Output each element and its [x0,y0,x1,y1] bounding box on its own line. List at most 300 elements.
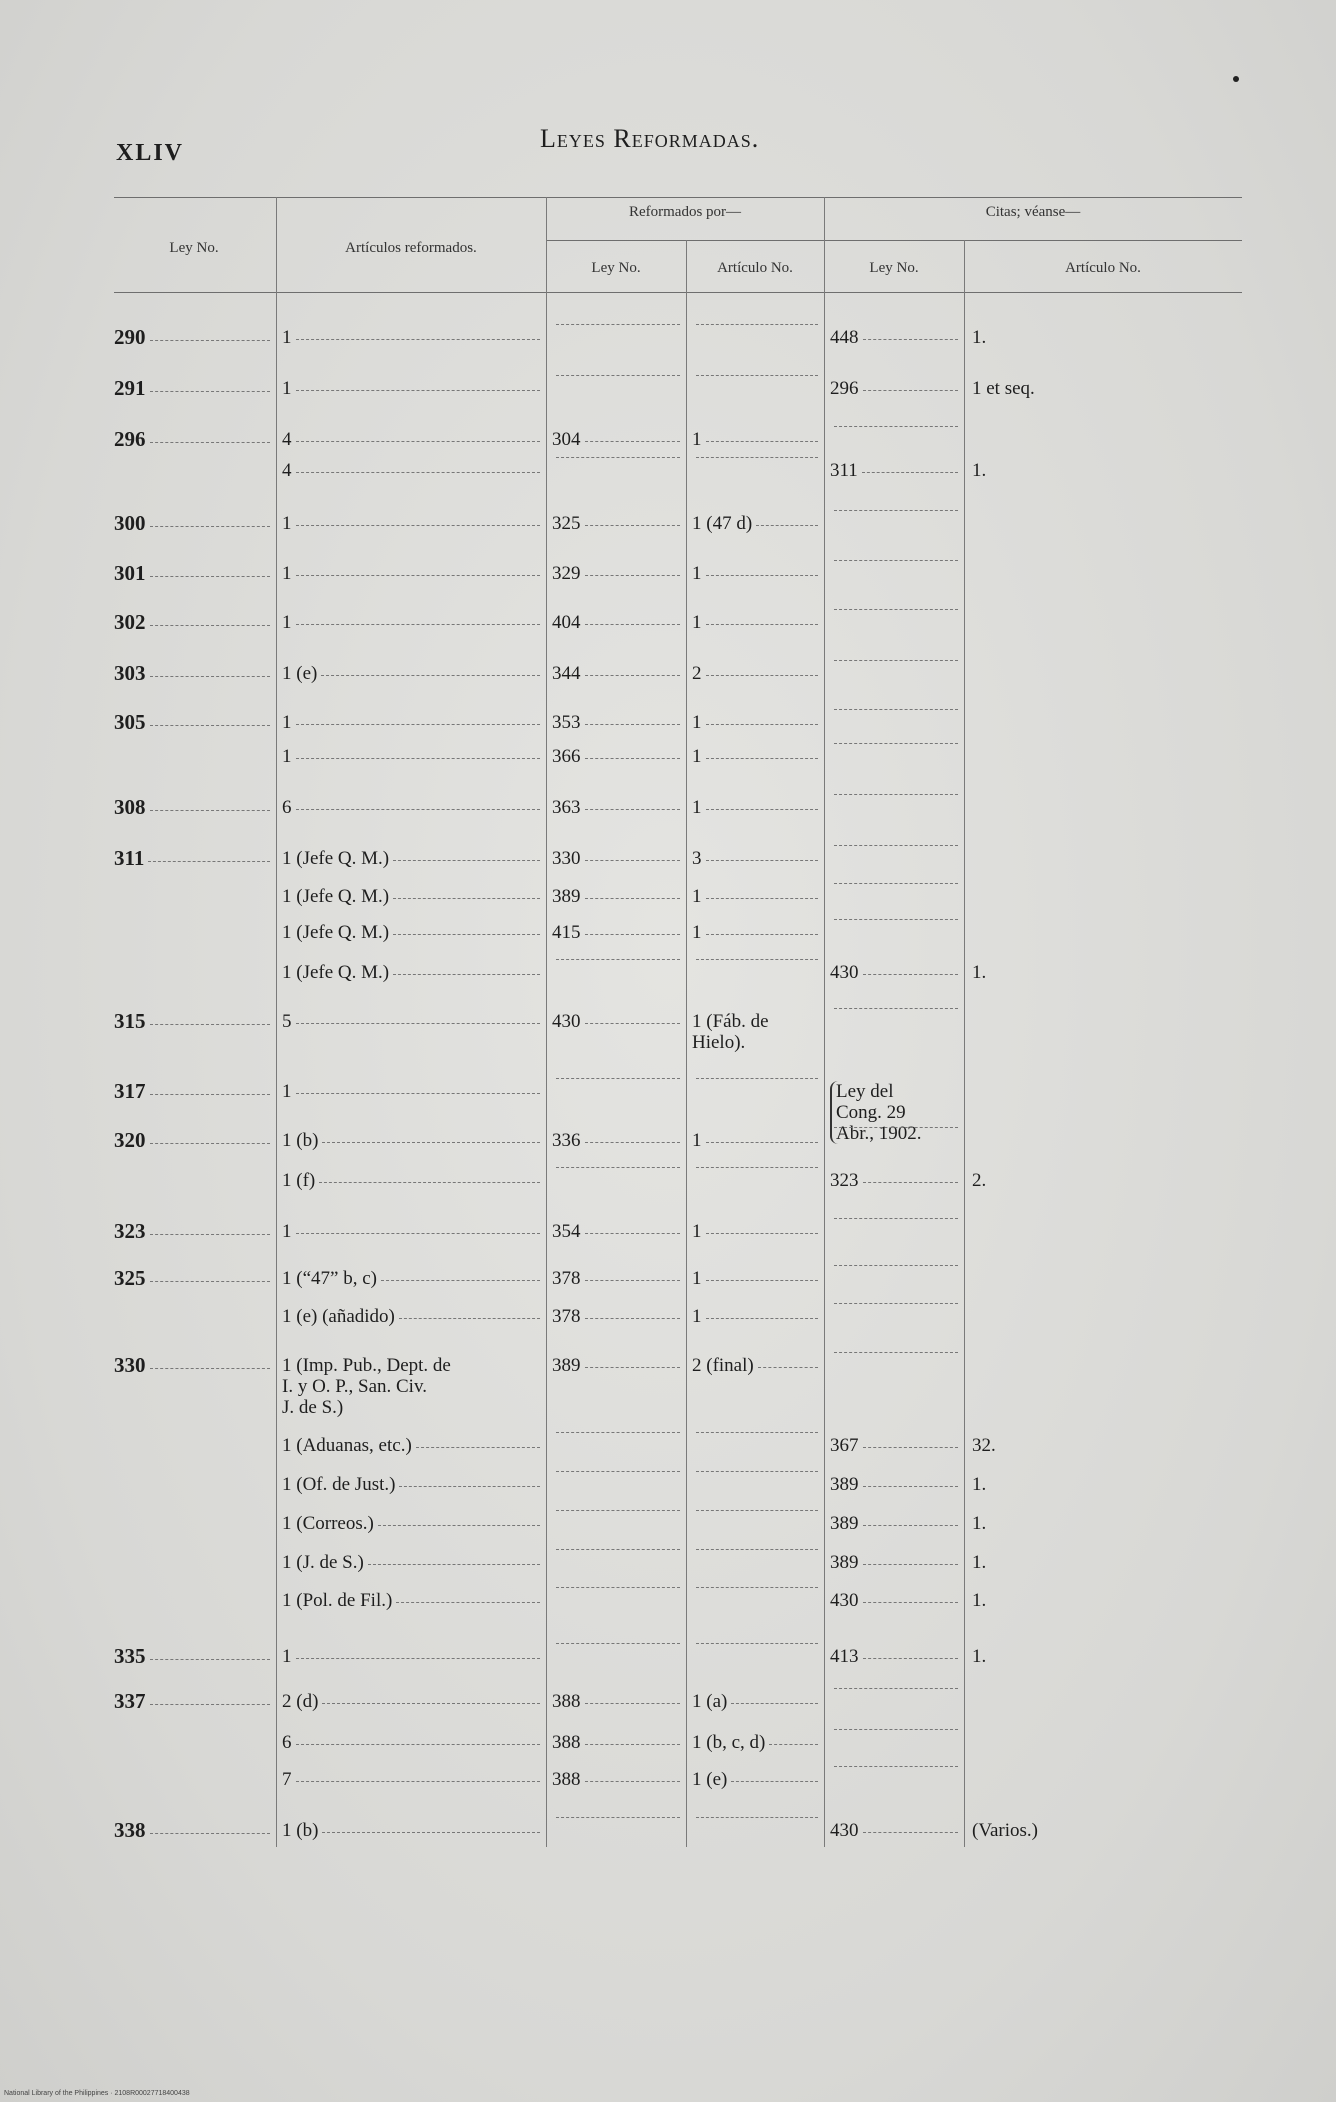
dot-leader [834,1008,958,1009]
dot-leader [706,934,819,935]
dot-leader [585,1142,681,1143]
dot-leader [393,974,540,975]
dot-leader [834,709,958,710]
cell-reformado-articulo-no [692,1306,818,1327]
dot-leader [834,1688,958,1689]
dot-leader [296,1233,541,1234]
dot-leader [150,1234,271,1235]
cell-reformado-articulo-no [692,1011,818,1053]
cell-reformado-articulo-no [692,848,818,869]
cell-cita-ley-no [830,746,958,747]
dot-leader [378,1525,540,1526]
dot-leader [296,758,541,759]
cell-articulos-reformados [282,1355,540,1418]
cell-articulos-reformados [282,513,540,534]
articulos-reformados-text: 1 (Correos.) [282,1513,374,1534]
articulos-reformados-text: 1 (Of. de Just.) [282,1474,396,1495]
dot-leader [556,1167,680,1168]
dot-leader [769,1744,818,1745]
cell-reformado-articulo-no [692,378,818,379]
reformado-articulo-no-text: 1 [692,1268,702,1289]
dot-leader [696,457,818,458]
cell-cita-ley-no [830,1474,958,1495]
cell-articulos-reformados [282,848,540,869]
cell-reformado-ley-no [552,1820,680,1821]
cell-cita-ley-no [830,327,958,348]
cell-ley-no [114,848,270,869]
dot-leader [321,675,540,676]
cell-reformado-ley-no [552,429,680,450]
cita-articulo-no-text: 1. [972,460,987,481]
reformado-ley-no-text: 353 [552,712,581,733]
articulos-reformados-text: 1 (b) [282,1820,319,1841]
cell-cita-ley-no [830,1011,958,1012]
dot-leader [150,576,271,577]
dot-leader [706,860,819,861]
cell-reformado-articulo-no [692,922,818,943]
cita-ley-no-text: 367 [830,1435,859,1456]
dot-leader [150,1659,271,1660]
ley-no-text: 317 [114,1079,146,1103]
dot-leader [150,1368,271,1369]
cita-ley-no-text: 430 [830,1820,859,1841]
dot-leader [396,1602,540,1603]
dot-leader [696,1471,818,1472]
reformado-articulo-no-text: 1 [692,563,702,584]
articulos-reformados-text: 1 [282,712,292,733]
cell-cita-ley-no [830,1170,958,1191]
dot-leader [863,1832,959,1833]
cell-ley-no [114,429,270,450]
dot-leader [696,1549,818,1550]
cell-ley-no [114,712,270,733]
cell-articulos-reformados [282,746,540,767]
dot-leader [556,1078,680,1079]
dot-leader [322,1142,540,1143]
dot-leader [322,1703,540,1704]
cell-articulos-reformados [282,712,540,733]
dot-leader [834,883,958,884]
cell-cita-ley-no [830,429,958,430]
dot-leader [706,441,819,442]
cell-reformado-ley-no [552,1011,680,1032]
cell-cita-ley-no [830,848,958,849]
dot-leader [863,1564,959,1565]
dot-leader [834,1303,958,1304]
dot-leader [585,724,681,725]
cell-cita-ley-no [830,612,958,613]
reformado-articulo-no-text: 1 [692,746,702,767]
dot-leader [585,860,681,861]
cell-reformado-articulo-no [692,1081,818,1082]
cell-cita-articulo-no [972,1552,1232,1573]
reformado-ley-no-text: 330 [552,848,581,869]
cell-cita-ley-no [830,663,958,664]
cell-reformado-ley-no [552,1646,680,1647]
dot-leader [322,1832,540,1833]
cell-reformado-articulo-no [692,886,818,907]
dot-leader [150,1143,271,1144]
cell-articulos-reformados [282,886,540,907]
cell-reformado-articulo-no [692,429,818,450]
cell-cita-ley-no [830,1355,958,1356]
cell-articulos-reformados [282,1435,540,1456]
dot-leader [731,1703,818,1704]
dot-leader [296,472,541,473]
dot-leader [148,861,270,862]
dot-leader [150,676,271,677]
cell-cita-ley-no [830,1691,958,1692]
ley-no-text: 300 [114,511,146,535]
cell-articulos-reformados [282,962,540,983]
cell-reformado-ley-no [552,1552,680,1553]
scan-credit: National Library of the Philippines · 2108R00027718400438 [4,2090,190,2097]
page-number: XLIV [116,140,185,166]
cell-reformado-articulo-no [692,797,818,818]
dot-leader [863,1447,959,1448]
dot-leader [585,1023,681,1024]
dot-leader [696,324,818,325]
dot-leader [696,1078,818,1079]
dot-leader [834,1265,958,1266]
cell-reformado-ley-no [552,1221,680,1242]
dot-leader [706,758,819,759]
dot-leader [834,743,958,744]
dot-leader [585,1781,681,1782]
cell-cita-articulo-no [972,1435,1232,1456]
cita-ley-no-text: 430 [830,962,859,983]
cell-articulos-reformados [282,1691,540,1712]
dot-leader [585,1703,681,1704]
cita-ley-no-text: 389 [830,1513,859,1534]
dot-leader [706,675,819,676]
articulos-reformados-text: 1 [282,746,292,767]
articulos-reformados-text: 1 (Jefe Q. M.) [282,922,390,943]
cell-reformado-articulo-no [692,1691,818,1712]
cell-reformado-articulo-no [692,1552,818,1553]
dot-leader [756,525,818,526]
articulos-reformados-text: 1 (e) (añadido) [282,1306,395,1327]
cell-cita-ley-no [830,1130,958,1131]
dot-leader [585,1233,681,1234]
cell-reformado-ley-no [552,378,680,379]
cell-articulos-reformados [282,1474,540,1495]
articulos-reformados-text: 1 [282,1221,292,1242]
articulos-reformados-text: 7 [282,1769,292,1790]
articulos-reformados-text: 5 [282,1011,292,1032]
reformado-ley-no-text: 430 [552,1011,581,1032]
cell-ley-no [114,563,270,584]
dot-leader [585,441,681,442]
dot-leader [296,1781,541,1782]
articulos-reformados-text: 1 (“47” b, c) [282,1268,377,1289]
cell-reformado-ley-no [552,1732,680,1753]
reformado-ley-no-text: 388 [552,1769,581,1790]
articulos-reformados-text: 4 [282,429,292,450]
header-citas-articulo-no: Artículo No. [1065,260,1141,276]
cell-articulos-reformados [282,1769,540,1790]
ley-no-text: 337 [114,1689,146,1713]
cell-ley-no [114,1820,270,1841]
reformado-articulo-no-text: 2 [692,663,702,684]
cell-reformado-articulo-no [692,1130,818,1151]
cell-articulos-reformados [282,663,540,684]
cell-cita-articulo-no [972,378,1232,399]
dot-leader [585,898,681,899]
cita-articulo-no-text: 2. [972,1170,987,1191]
cell-reformado-articulo-no [692,1474,818,1475]
articulos-reformados-text: 1 (Jefe Q. M.) [282,886,390,907]
ley-no-text: 338 [114,1818,146,1842]
cell-reformado-ley-no [552,1769,680,1790]
reformado-ley-no-text: 304 [552,429,581,450]
ley-no-text: 335 [114,1644,146,1668]
cell-articulos-reformados [282,429,540,450]
cita-articulo-no-text: 1. [972,1646,987,1667]
cell-reformado-articulo-no [692,563,818,584]
articulos-reformados-text: 1 (e) [282,663,318,684]
dot-leader [706,724,819,725]
cell-articulos-reformados [282,1081,540,1102]
dot-leader [150,526,271,527]
dot-leader [696,1817,818,1818]
dot-leader [585,1367,681,1368]
cita-ley-no-text: 389 [830,1552,859,1573]
dot-leader [399,1486,540,1487]
cell-cita-ley-no [830,962,958,983]
cell-cita-ley-no: Ley del Cong. 29 Abr., 1902. [830,1081,972,1144]
dot-leader [296,1658,541,1659]
reformado-ley-no-text: 344 [552,663,581,684]
dot-leader [296,575,541,576]
ley-no-text: 302 [114,610,146,634]
dot-leader [758,1367,818,1368]
cita-articulo-no-text: 32. [972,1435,996,1456]
dot-leader [863,1486,959,1487]
ley-no-text: 296 [114,427,146,451]
cell-reformado-ley-no [552,1513,680,1514]
dot-leader [150,391,271,392]
dot-leader [150,340,271,341]
dot-leader [150,1024,271,1025]
dot-leader [296,339,541,340]
cell-ley-no [114,1221,270,1242]
cell-reformado-ley-no [552,1474,680,1475]
header-citas-ley-no: Ley No. [869,260,919,276]
cell-reformado-articulo-no [692,327,818,328]
cell-cita-ley-no [830,886,958,887]
dot-leader [556,1587,680,1588]
dot-leader [834,560,958,561]
dot-leader [150,1704,271,1705]
cell-cita-ley-no [830,1268,958,1269]
dot-leader [834,510,958,511]
cell-cita-articulo-no [972,1170,1232,1191]
cell-cita-ley-no [830,1732,958,1733]
dot-leader [556,1549,680,1550]
dot-leader [556,959,680,960]
dot-leader [556,1510,680,1511]
cell-reformado-articulo-no [692,1170,818,1171]
dot-leader [834,794,958,795]
reformado-articulo-no-text: 1 [692,1221,702,1242]
cell-articulos-reformados [282,460,540,481]
dot-leader [696,959,818,960]
cell-cita-ley-no [830,513,958,514]
cell-cita-articulo-no [972,962,1232,983]
cell-reformado-ley-no [552,1306,680,1327]
cita-articulo-no-text: (Varios.) [972,1820,1038,1841]
cell-articulos-reformados [282,1306,540,1327]
reformado-ley-no-text: 363 [552,797,581,818]
cita-ley-no-text: 323 [830,1170,859,1191]
cell-cita-articulo-no [972,327,1232,348]
ley-no-text: 323 [114,1219,146,1243]
reformado-articulo-no-text: 1 [692,886,702,907]
dot-leader [556,457,680,458]
cell-articulos-reformados [282,1820,540,1841]
cell-reformado-articulo-no [692,1590,818,1591]
articulos-reformados-text: 1 [282,612,292,633]
dot-leader [696,1510,818,1511]
dot-leader [150,1094,271,1095]
ley-no-text: 315 [114,1009,146,1033]
dot-leader [556,375,680,376]
header-reformados-ley-no: Ley No. [591,260,641,276]
dot-leader [585,575,681,576]
cita-articulo-no-text: 1. [972,1513,987,1534]
reformado-ley-no-text: 388 [552,1732,581,1753]
dot-leader [399,1318,540,1319]
dot-leader [834,660,958,661]
reformado-articulo-no-text: 1 [692,1130,702,1151]
reformado-ley-no-text: 378 [552,1268,581,1289]
dot-leader [585,1280,681,1281]
header-reformados-por: Reformados por— [628,204,742,220]
ley-no-text: 308 [114,795,146,819]
cell-reformado-ley-no [552,1590,680,1591]
cell-articulos-reformados [282,1268,540,1289]
ley-no-text: 325 [114,1266,146,1290]
ley-no-text: 291 [114,376,146,400]
cell-articulos-reformados [282,1221,540,1242]
dot-leader [296,1744,541,1745]
dot-leader [556,1432,680,1433]
dot-leader [296,1093,541,1094]
reformado-articulo-no-text: 1 [692,429,702,450]
cell-reformado-ley-no [552,513,680,534]
dot-leader [863,1182,959,1183]
reformado-ley-no-text: 415 [552,922,581,943]
dot-leader [585,624,681,625]
cell-cita-articulo-no [972,460,1232,481]
cell-reformado-ley-no [552,327,680,328]
cita-ley-no-text: 430 [830,1590,859,1611]
cell-articulos-reformados [282,1552,540,1573]
dot-leader [556,1471,680,1472]
cell-cita-articulo-no [972,1513,1232,1534]
reformado-ley-no-text: 404 [552,612,581,633]
dot-leader [368,1564,540,1565]
cell-articulos-reformados [282,563,540,584]
dot-leader [556,324,680,325]
reformado-articulo-no-text: 2 (final) [692,1355,754,1376]
reformado-articulo-no-text: 1 (a) [692,1691,728,1712]
dot-leader [706,1318,819,1319]
cita-ley-no-text: 413 [830,1646,859,1667]
dot-leader [296,809,541,810]
cell-reformado-articulo-no [692,1820,818,1821]
cell-reformado-articulo-no [692,746,818,767]
articulos-reformados-text: 1 (Jefe Q. M.) [282,848,390,869]
reformado-articulo-no-text: 1 [692,797,702,818]
reformado-ley-no-text: 388 [552,1691,581,1712]
cell-reformado-ley-no [552,1130,680,1151]
cell-reformado-ley-no [552,460,680,461]
dot-leader [706,809,819,810]
reformado-ley-no-text: 354 [552,1221,581,1242]
articulos-reformados-text: 2 (d) [282,1691,319,1712]
cita-articulo-no-text: 1. [972,1474,987,1495]
articulos-reformados-text: 1 [282,513,292,534]
cell-reformado-articulo-no [692,1646,818,1647]
cell-ley-no [114,513,270,534]
dot-leader [585,1744,681,1745]
cell-reformado-articulo-no [692,1435,818,1436]
cell-cita-ley-no [830,1513,958,1534]
cell-articulos-reformados [282,1130,540,1151]
articulos-reformados-text: 1 [282,1081,292,1102]
articulos-reformados-text: 1 (Aduanas, etc.) [282,1435,412,1456]
cita-articulo-no-text: 1. [972,962,987,983]
reformado-ley-no-text: 329 [552,563,581,584]
dot-leader [834,1766,958,1767]
dot-leader [706,624,819,625]
dot-leader [834,426,958,427]
cita-ley-no-text: 296 [830,378,859,399]
articulos-reformados-text: 1 (b) [282,1130,319,1151]
dot-leader [834,1729,958,1730]
cell-cita-ley-no [830,797,958,798]
reformado-ley-no-text: 366 [552,746,581,767]
dot-leader [416,1447,540,1448]
cell-reformado-ley-no [552,886,680,907]
cell-articulos-reformados [282,378,540,399]
dot-leader [696,1167,818,1168]
articulos-reformados-text: 6 [282,1732,292,1753]
cell-cita-ley-no [830,712,958,713]
dot-leader [296,624,541,625]
ley-no-text: 330 [114,1353,146,1377]
articulos-reformados-text: 1 (f) [282,1170,316,1191]
dot-leader [393,898,540,899]
cell-reformado-ley-no [552,1435,680,1436]
cell-ley-no [114,327,270,348]
cell-reformado-ley-no [552,1170,680,1171]
cell-cita-ley-no [830,1590,958,1611]
dot-leader [706,1142,819,1143]
reformado-articulo-no-text: 3 [692,848,702,869]
dot-leader [863,974,959,975]
cell-cita-ley-no [830,1646,958,1667]
dot-leader [296,1023,541,1024]
cell-reformado-articulo-no [692,1513,818,1514]
cell-articulos-reformados [282,1513,540,1534]
cell-reformado-ley-no [552,797,680,818]
dot-leader [863,1602,959,1603]
dot-leader [393,860,540,861]
cell-ley-no [114,378,270,399]
